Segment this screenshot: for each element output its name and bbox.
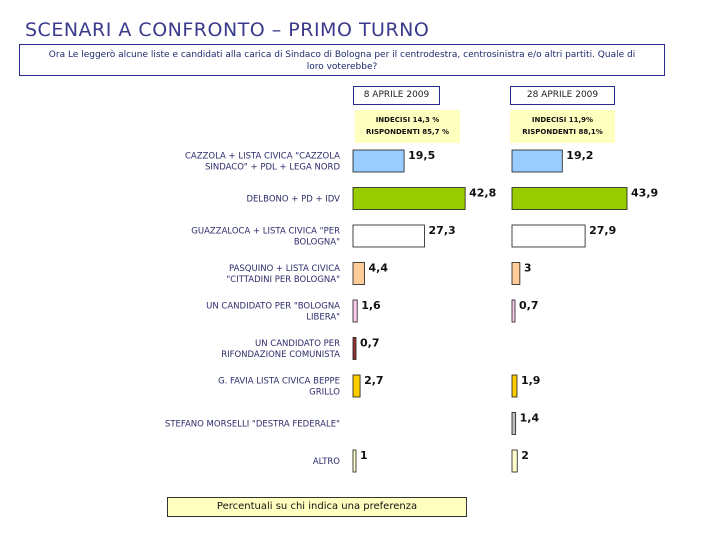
bar: [353, 450, 356, 472]
category-label: STEFANO MORSELLI "DESTRA FEDERALE": [164, 419, 340, 430]
category-label: ALTRO: [312, 457, 340, 467]
bar: [512, 413, 516, 435]
bar: [353, 375, 360, 397]
data-label: 4,4: [368, 261, 389, 275]
bar: [512, 188, 627, 210]
question-line-1: Ora Le leggerò alcune liste e candidati alla carica di Sindaco di Bologna per il centrodestra, centrosinistra e/o altri partiti. Quale di: [48, 50, 636, 60]
rispondenti-1: RISPONDENTI 85,7 %: [366, 128, 449, 136]
rispondenti-2: RISPONDENTI 88,1%: [522, 128, 603, 136]
data-label: 3: [523, 261, 532, 275]
data-label: 27,3: [428, 224, 456, 237]
category-label: PASQUINO + LISTA CIVICA "CITTADINI PER BOLOGNA": [226, 264, 340, 285]
data-label: 42,8: [469, 186, 497, 200]
data-label: 2: [521, 449, 529, 462]
category-label: DELBONO + PD + IDV: [246, 194, 340, 205]
data-label: 0,7: [519, 299, 539, 312]
bar: [512, 263, 520, 285]
data-label: 1,6: [361, 299, 381, 312]
bar: [353, 338, 356, 360]
data-label: 19,2: [566, 149, 594, 162]
bar: [512, 225, 585, 247]
data-label: 27,9: [589, 224, 617, 237]
data-label: 1,9: [520, 374, 541, 387]
data-label: 43,9: [631, 186, 659, 200]
category-label: G. FAVIA LISTA CIVICA BEPPE GRILLO: [218, 376, 340, 398]
indecisi-2: INDECISI 11,9%: [531, 116, 594, 124]
category-label: UN CANDIDATO PER RIFONDAZIONE COMUNISTA: [221, 339, 340, 360]
category-label: UN CANDIDATO PER "BOLOGNA LIBERA": [206, 301, 340, 323]
footer-note: Percentuali su chi indica una preferenza: [167, 497, 467, 517]
bar: [512, 150, 562, 172]
bar: [353, 150, 404, 172]
bar: [353, 225, 425, 247]
category-label: CAZZOLA + LISTA CIVICA "CAZZOLA SINDACO" + PDL + LEGA NORD: [184, 151, 340, 173]
question-line-2: loro voterebbe?: [306, 62, 378, 72]
bar: [353, 300, 357, 322]
data-label: 19,5: [408, 149, 436, 162]
bar: [353, 188, 465, 210]
bar: [512, 375, 517, 397]
data-label: 1: [360, 449, 368, 462]
date-label-1: 8 APRILE 2009: [353, 86, 440, 105]
bar: [353, 263, 365, 285]
category-label: GUAZZALOCA + LISTA CIVICA "PER BOLOGNA": [191, 226, 340, 248]
data-label: 2,7: [364, 374, 384, 387]
data-label: 0,7: [360, 336, 380, 350]
indecisi-1: INDECISI 14,3 %: [375, 116, 440, 124]
page-title: SCENARI A CONFRONTO – PRIMO TURNO: [25, 19, 430, 41]
date-label-2: 28 APRILE 2009: [510, 86, 615, 105]
bar: [512, 450, 517, 472]
data-label: 1,4: [519, 411, 540, 425]
bar: [512, 300, 515, 322]
